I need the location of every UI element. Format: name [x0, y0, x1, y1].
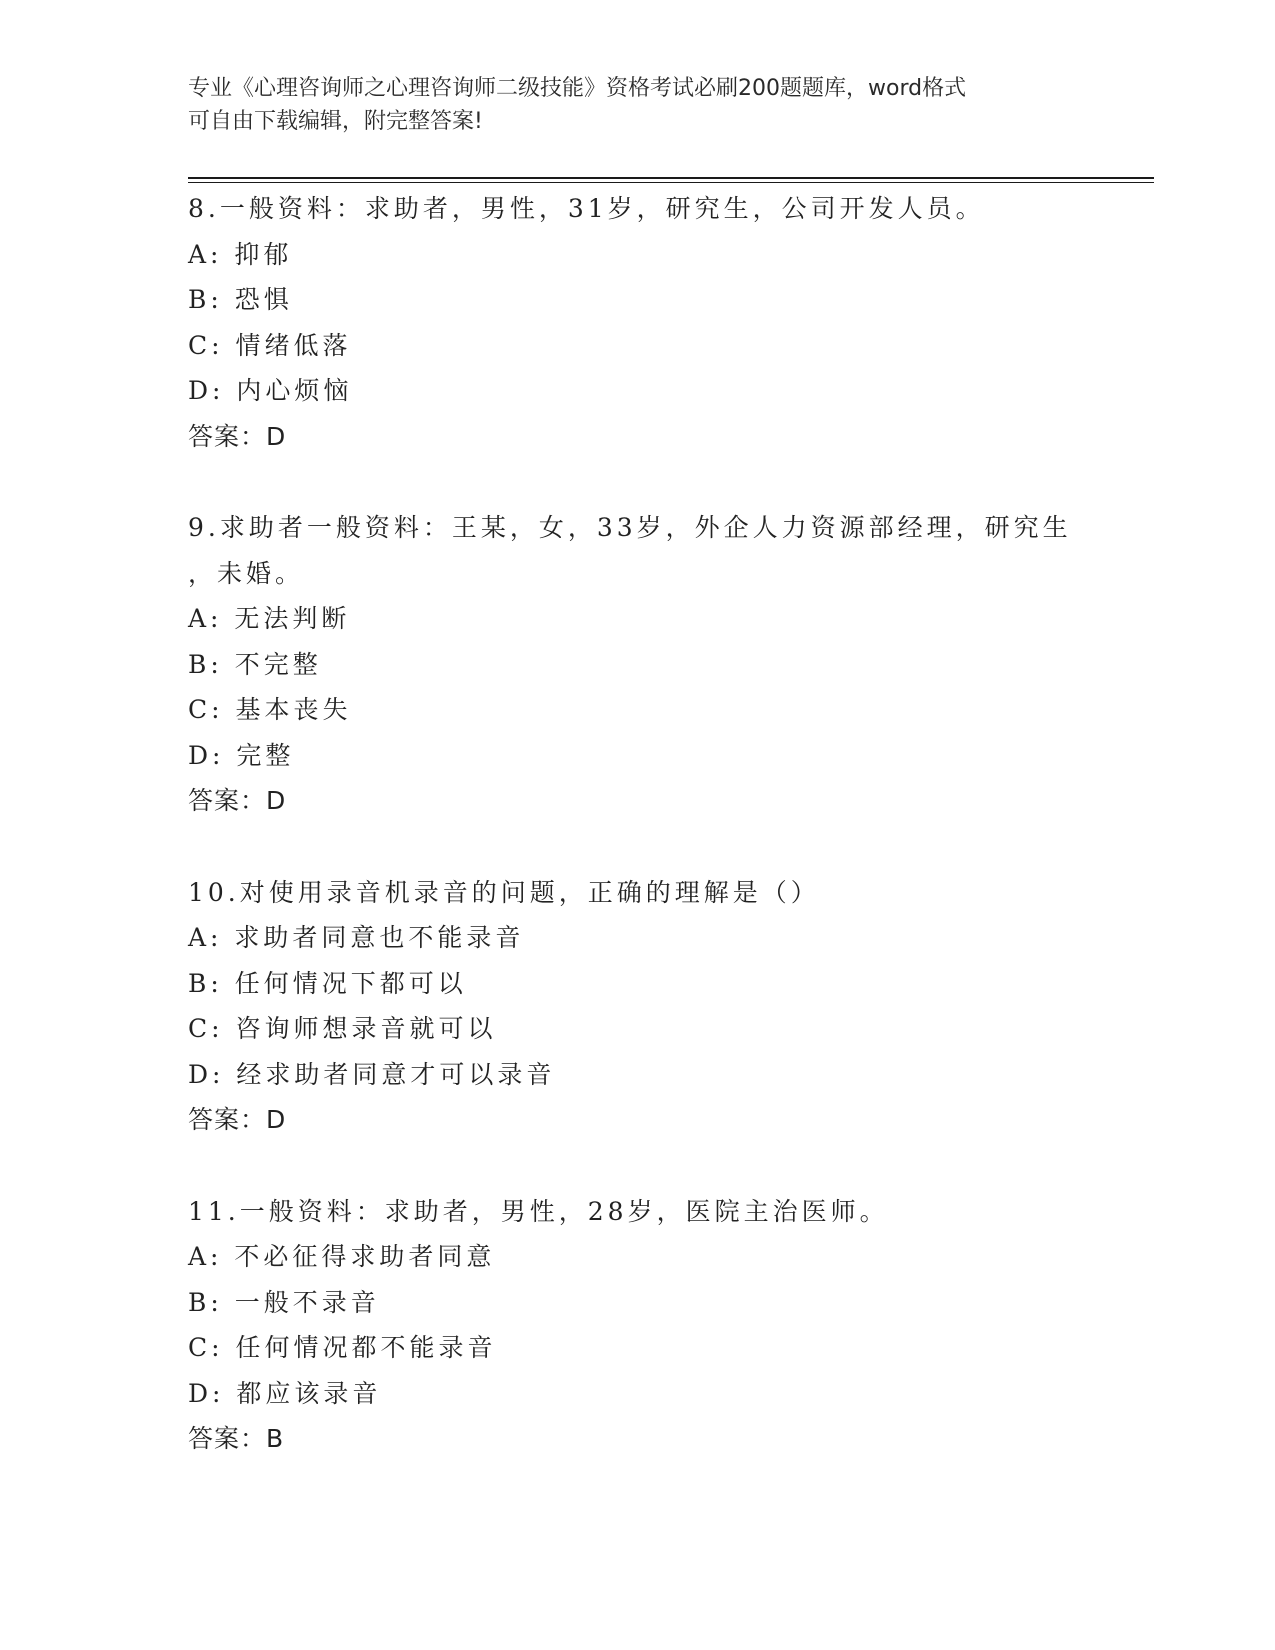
question-stem: 9.求助者一般资料：王某，女，33岁，外企人力资源部经理，研究生	[188, 513, 1072, 542]
option-d: D: 内心烦恼	[188, 376, 353, 405]
option-c: C: 咨询师想录音就可以	[188, 1014, 497, 1043]
question-stem-continued: ，未婚。	[188, 558, 305, 588]
question-stem: 8.一般资料：求助者，男性，31岁，研究生，公司开发人员。	[188, 194, 985, 223]
document-header	[188, 72, 1068, 138]
question-10	[188, 870, 1088, 1143]
question-stem: 11.一般资料：求助者，男性，28岁，医院主治医师。	[188, 1196, 889, 1226]
question-list	[188, 186, 1088, 1508]
option-d: D: 经求助者同意才可以录音	[188, 1059, 556, 1089]
option-a: A: 抑郁	[188, 239, 293, 269]
question-8	[188, 186, 1088, 459]
answer-label: 答案：D	[188, 1105, 287, 1134]
header-line-2: 可自由下载编辑，附完整答案!	[188, 109, 483, 134]
option-a: A: 无法判断	[188, 604, 351, 633]
option-a: A: 求助者同意也不能录音	[188, 923, 525, 952]
header-divider-thin	[188, 182, 1154, 183]
question-11	[188, 1189, 1088, 1462]
header-line-1: 专业《心理咨询师之心理咨询师二级技能》资格考试必刷200题题库，word格式	[188, 76, 967, 101]
option-c: C: 基本丧失	[188, 695, 352, 724]
option-d: D: 完整	[188, 740, 295, 770]
option-b: B: 一般不录音	[188, 1287, 380, 1317]
option-a: A: 不必征得求助者同意	[188, 1242, 496, 1271]
option-b: B: 任何情况下都可以	[188, 968, 467, 998]
header-divider-thick	[188, 177, 1154, 179]
option-b: B: 不完整	[188, 649, 322, 679]
answer-label: 答案：D	[188, 786, 287, 815]
option-d: D: 都应该录音	[188, 1378, 382, 1408]
answer-label: 答案：B	[188, 1424, 285, 1453]
question-9	[188, 505, 1088, 824]
answer-label: 答案：D	[188, 421, 287, 451]
question-stem: 10.对使用录音机录音的问题，正确的理解是（）	[188, 877, 820, 907]
option-b: B: 恐惧	[188, 285, 293, 314]
option-c: C: 情绪低落	[188, 330, 352, 360]
option-c: C: 任何情况都不能录音	[188, 1333, 497, 1362]
